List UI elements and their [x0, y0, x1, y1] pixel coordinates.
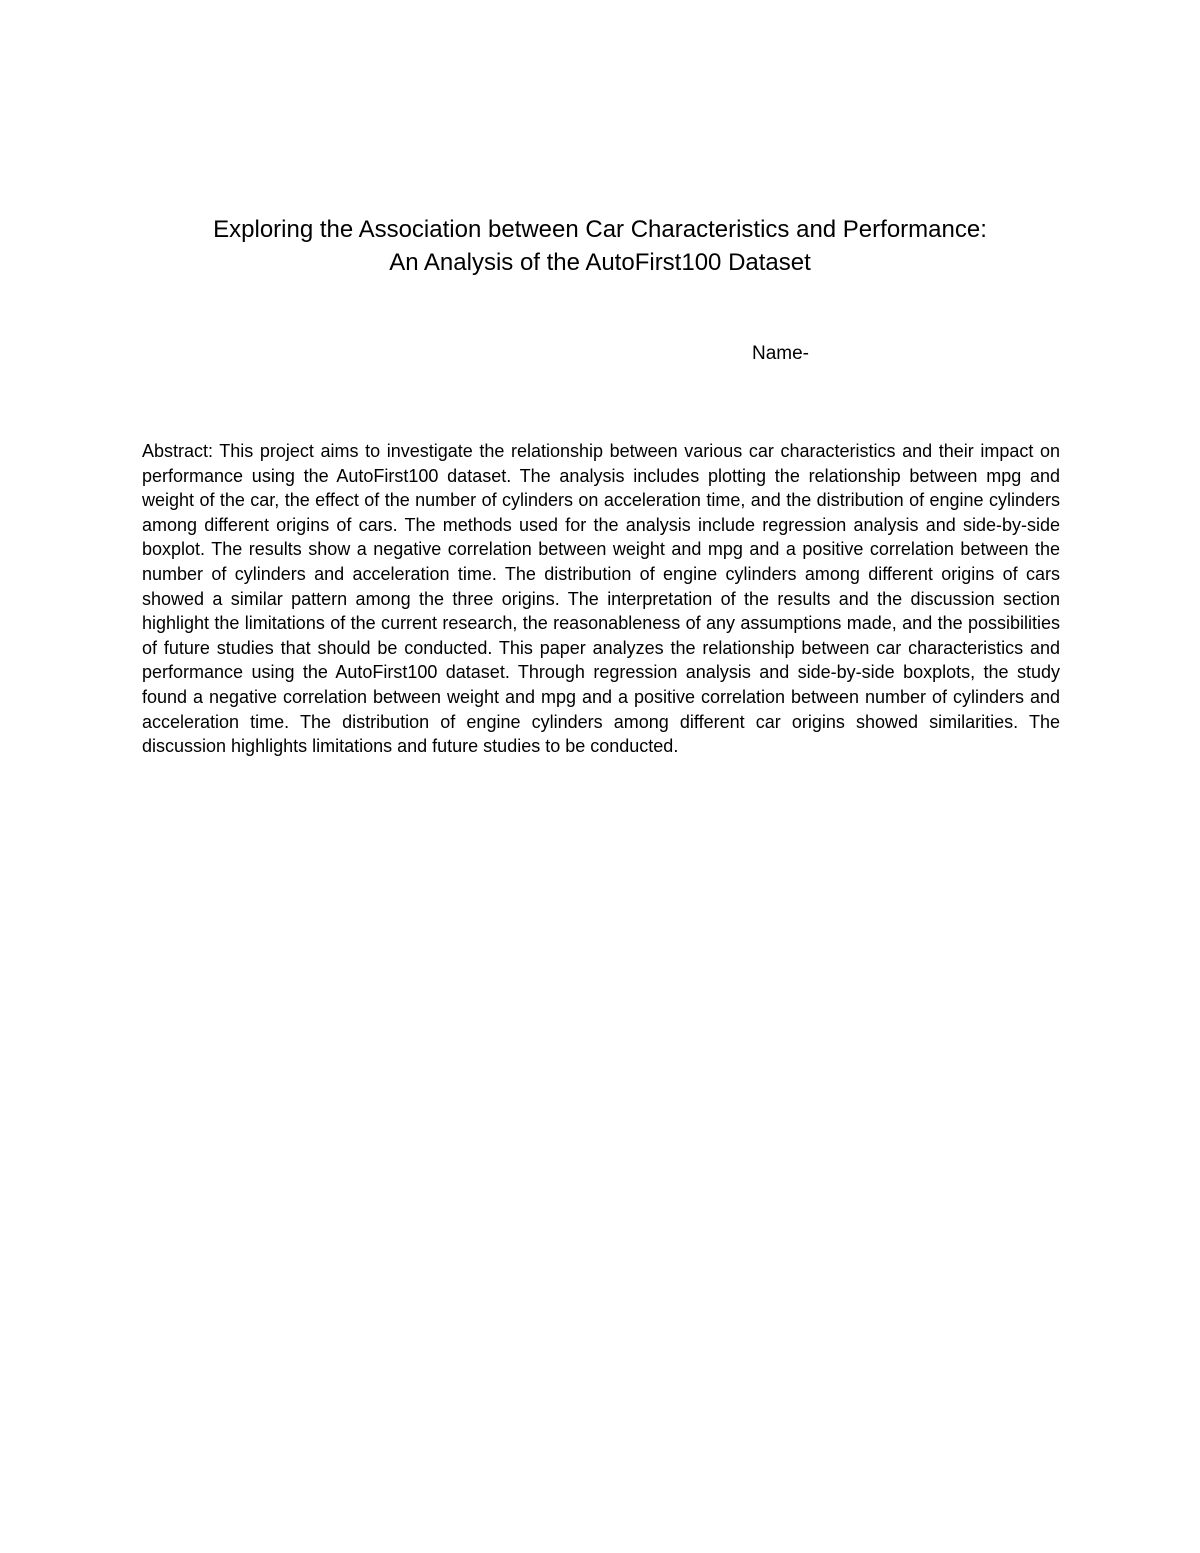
title-line-2: An Analysis of the AutoFirst100 Dataset: [389, 249, 811, 276]
author-name-label: Name-: [752, 343, 810, 364]
title-line-1: Exploring the Association between Car Characteristics and Performance:: [213, 216, 987, 243]
abstract-paragraph: Abstract: This project aims to investigate the relationship between various car characteristics and their impact on performance using the AutoFirst100 dataset. The analysis includes plotting the relationship between mpg and weight of the car, the effect of the number of cylinders on acceleration time, and the distribution of engine cylinders among different origins of cars. The methods used for the analysis include regression analysis and side-by-side boxplot. The results show a negative correlation between weight and mpg and a positive correlation between the number of cylinders and acceleration time. The distribution of engine cylinders among different origins of cars showed a similar pattern among the three origins. The interpretation of the results and the discussion section highlight the limitations of the current research, the reasonableness of any assumptions made, and the possibilities of future studies that should be conducted. This paper analyzes the relationship between car characteristics and performance using the AutoFirst100 dataset. Through regression analysis and side-by-side boxplots, the study found a negative correlation between weight and mpg and a positive correlation between number of cylinders and acceleration time. The distribution of engine cylinders among different car origins showed similarities. The discussion highlights limitations and future studies to be conducted.: [142, 441, 1060, 757]
